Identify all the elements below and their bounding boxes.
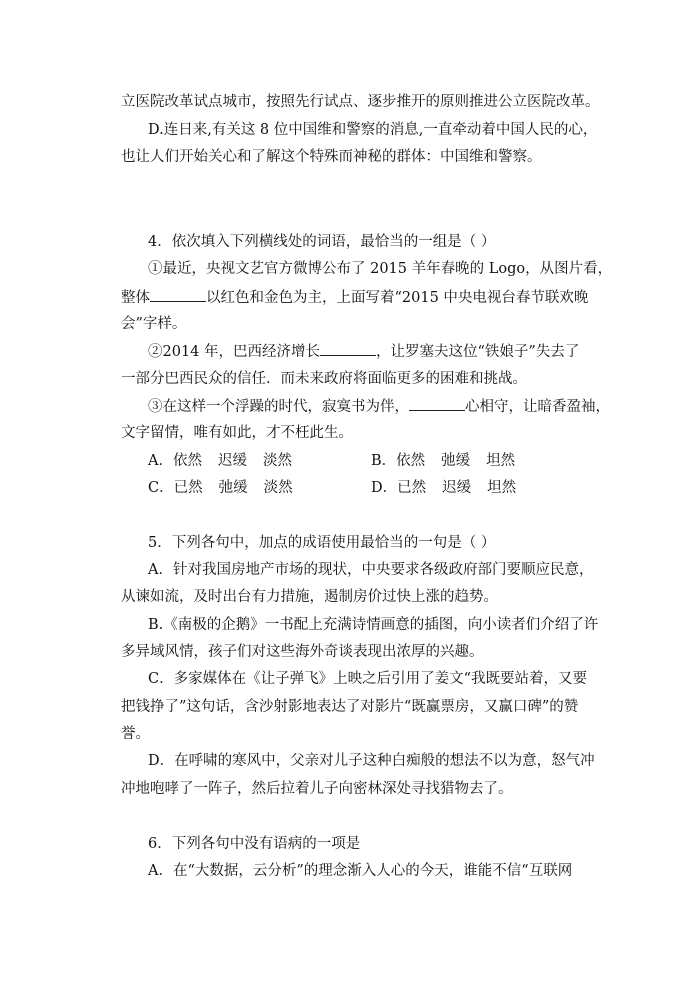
- fill-blank: [150, 287, 206, 302]
- line-text: 立医院改革试点城市，按照先行试点、逐步推开的原则推进公立医院改革。: [121, 94, 600, 110]
- option-word: 迟缓: [217, 453, 247, 469]
- text-line: [148, 341, 579, 362]
- option-d: [371, 478, 516, 498]
- line-text: 也让人们开始关心和了解这个特殊而神秘的群体：中国维和警察。: [121, 149, 542, 165]
- text-line: [121, 724, 150, 744]
- option-word: 淡然: [263, 480, 293, 496]
- text-line: [148, 615, 598, 635]
- option-word: 坦然: [486, 453, 516, 469]
- text-line: [121, 642, 484, 662]
- line-text: 多异域风情，孩子们对这些海外奇谈表现出浓厚的兴趣。: [121, 644, 484, 660]
- option-label: B．依然: [371, 453, 426, 469]
- line-text: 把钱挣了”这句话，含沙射影地表达了对影片“既赢票房，又赢口碑”的赞: [121, 699, 579, 715]
- line-text: A．针对我国房地产市场的现状，中央要求各级政府部门要顺应民意，: [148, 562, 594, 578]
- text-line: [148, 259, 612, 279]
- line-text: 4．依次填入下列横线处的词语，最恰当的一组是（ ）: [148, 234, 496, 250]
- question-4-stem: [148, 232, 495, 252]
- text-line: [148, 751, 595, 771]
- text-line: [121, 147, 542, 167]
- line-text: D.连日来,有关这 8 位中国维和警察的消息,一直牵动着中国人民的心，: [148, 122, 598, 138]
- option-b: [371, 451, 515, 471]
- text-line: [121, 369, 527, 389]
- line-text: ，让罗塞夫这位“铁娘子”失去了: [376, 344, 580, 360]
- option-label: D．已然: [371, 480, 427, 496]
- line-text: D．在呼啸的寒风中，父亲对儿子这种白痴般的想法不以为意，怒气冲: [148, 753, 595, 769]
- line-text: ①最近，央视文艺官方微博公布了 2015 羊年春晚的 Logo，从图片看，: [148, 261, 613, 277]
- option-c: [148, 478, 293, 498]
- line-text: 6．下列各句中没有语病的一项是: [148, 836, 361, 852]
- line-text: A．在“大数据，云分析”的理念渐入人心的今天，谁能不信“互联网: [148, 863, 573, 879]
- option-word: 弛缓: [218, 480, 248, 496]
- line-text: ③在这样一个浮躁的时代，寂寞书为伴，: [148, 399, 409, 415]
- text-line: [148, 560, 593, 580]
- text-line: [148, 396, 610, 417]
- line-text: 会”字样。: [121, 316, 187, 332]
- line-text: ②2014 年，巴西经济增长: [148, 344, 321, 360]
- option-label: A．依然: [148, 453, 202, 469]
- text-line: [121, 779, 513, 799]
- text-line: [148, 120, 597, 140]
- text-line: [121, 92, 600, 112]
- line-text: 一部分巴西民众的信任．而未来政府将面临更多的困难和挑战。: [121, 371, 527, 387]
- line-text: 誉。: [121, 726, 150, 742]
- text-line: [121, 287, 588, 308]
- option-label: C．已然: [148, 480, 203, 496]
- line-text: 以红色和金色为主，上面写着“2015 中央电视台春节联欢晚: [206, 290, 589, 306]
- option-a: [148, 451, 292, 471]
- line-text: 文字留情，唯有如此，才不枉此生。: [121, 425, 353, 441]
- line-text: C．多家媒体在《让子弹飞》上映之后引用了姜文“我既要站着，又要: [148, 671, 588, 687]
- text-line: [121, 423, 353, 443]
- line-text: 心相守，让暗香盈袖，: [465, 399, 610, 415]
- option-word: 淡然: [262, 453, 292, 469]
- line-text: B.《南极的企鹅》一书配上充满诗情画意的插图，向小读者们介绍了许: [148, 617, 599, 633]
- question-6-stem: [148, 834, 360, 854]
- fill-blank: [409, 396, 465, 411]
- text-line: [121, 587, 498, 607]
- text-line: [121, 314, 186, 334]
- line-text: 冲地咆哮了一阵子，然后拉着儿子向密林深处寻找猎物去了。: [121, 781, 513, 797]
- text-line: [121, 697, 578, 717]
- line-text: 整体: [121, 290, 150, 306]
- option-word: 迟缓: [442, 480, 472, 496]
- question-5-stem: [148, 533, 495, 553]
- line-text: 5．下列各句中，加点的成语使用最恰当的一句是（ ）: [148, 535, 496, 551]
- line-text: 从谏如流，及时出台有力措施，遏制房价过快上涨的趋势。: [121, 589, 498, 605]
- fill-blank: [320, 341, 376, 356]
- option-word: 坦然: [487, 480, 517, 496]
- text-line: [148, 669, 587, 689]
- text-line: [148, 861, 572, 881]
- option-word: 弛缓: [441, 453, 471, 469]
